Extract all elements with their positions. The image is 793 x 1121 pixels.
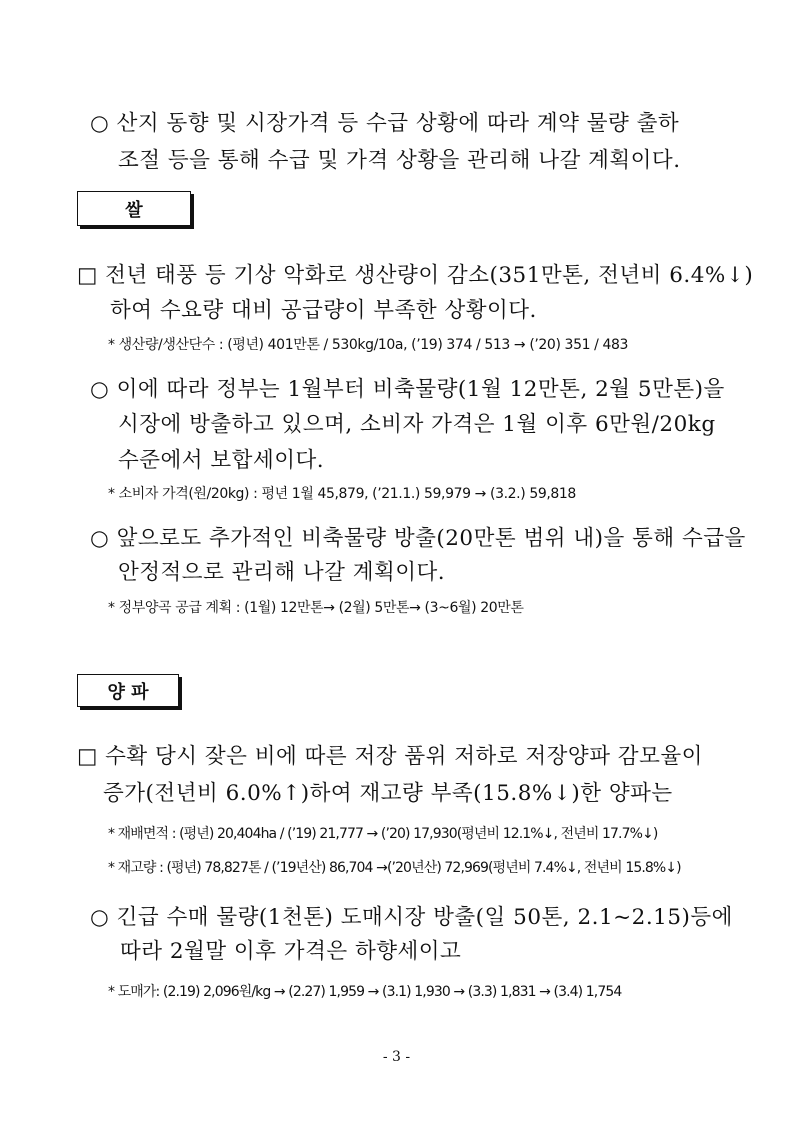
rice-heading: 쌀	[125, 199, 143, 221]
rice-para2-line1: ○ 이에 따라 정부는 1월부터 비축물량(1월 12만톤, 2월 5만톤)을	[90, 377, 725, 402]
onion-para1-line1: □ 수확 당시 잦은 비에 따른 저장 품위 저하로 저장양파 감모율이	[77, 744, 703, 769]
page-number: - 3 -	[382, 1049, 411, 1065]
rice-para2-line3: 수준에서 보합세이다.	[118, 448, 325, 473]
rice-para2-line2: 시장에 방출하고 있으며, 소비자 가격은 1월 이후 6만원/20kg	[118, 412, 716, 437]
rice-note-consumer-price: * 소비자 가격(원/20kg) : 평년 1월 45,879, (’21.1.) 59,979 → (3.2.) 59,818	[108, 486, 576, 502]
onion-para2-line1: ○ 긴급 수매 물량(1천톤) 도매시장 방출(일 50톤, 2.1~2.15)등에	[90, 905, 733, 930]
rice-para1-line2: 하여 수요량 대비 공급량이 부족한 상황이다.	[110, 298, 537, 323]
onion-note-area: * 재배면적 : (평년) 20,404ha / (’19) 21,777 → (’20) 17,930(평년비 12.1%↓, 전년비 17.7%↓)	[108, 826, 658, 842]
intro-line-2: 조절 등을 통해 수급 및 가격 상황을 관리해 나갈 계획이다.	[118, 148, 681, 173]
onion-para1-line2: 증가(전년비 6.0%↑)하여 재고량 부족(15.8%↓)한 양파는	[103, 781, 673, 806]
onion-heading-box	[77, 674, 179, 707]
rice-note-supply-plan: * 정부양곡 공급 계획 : (1월) 12만톤→ (2월) 5만톤→ (3~6월) 20만톤	[108, 600, 524, 616]
rice-heading-box	[77, 191, 191, 226]
rice-para1-line1: □ 전년 태풍 등 기상 악화로 생산량이 감소(351만톤, 전년비 6.4%↓)	[77, 263, 754, 288]
rice-note-production: * 생산량/생산단수 : (평년) 401만톤 / 530kg/10a, (’19) 374 / 513 → (’20) 351 / 483	[108, 337, 629, 353]
onion-heading: 양 파	[107, 681, 149, 703]
onion-para2-line2: 따라 2월말 이후 가격은 하향세이고	[120, 939, 462, 964]
intro-line-1: ○ 산지 동향 및 시장가격 등 수급 상황에 따라 계약 물량 출하	[90, 111, 680, 136]
onion-note-wholesale-price: * 도매가: (2.19) 2,096원/kg → (2.27) 1,959 → (3.1) 1,930 → (3.3) 1,831 → (3.4) 1,754	[108, 984, 622, 1000]
rice-para3-line2: 안정적으로 관리해 나갈 계획이다.	[118, 560, 446, 585]
rice-para3-line1: ○ 앞으로도 추가적인 비축물량 방출(20만톤 범위 내)을 통해 수급을	[90, 526, 746, 551]
onion-note-inventory: * 재고량 : (평년) 78,827톤 / (’19년산) 86,704 →(’20년산) 72,969(평년비 7.4%↓, 전년비 15.8%↓)	[108, 860, 681, 876]
